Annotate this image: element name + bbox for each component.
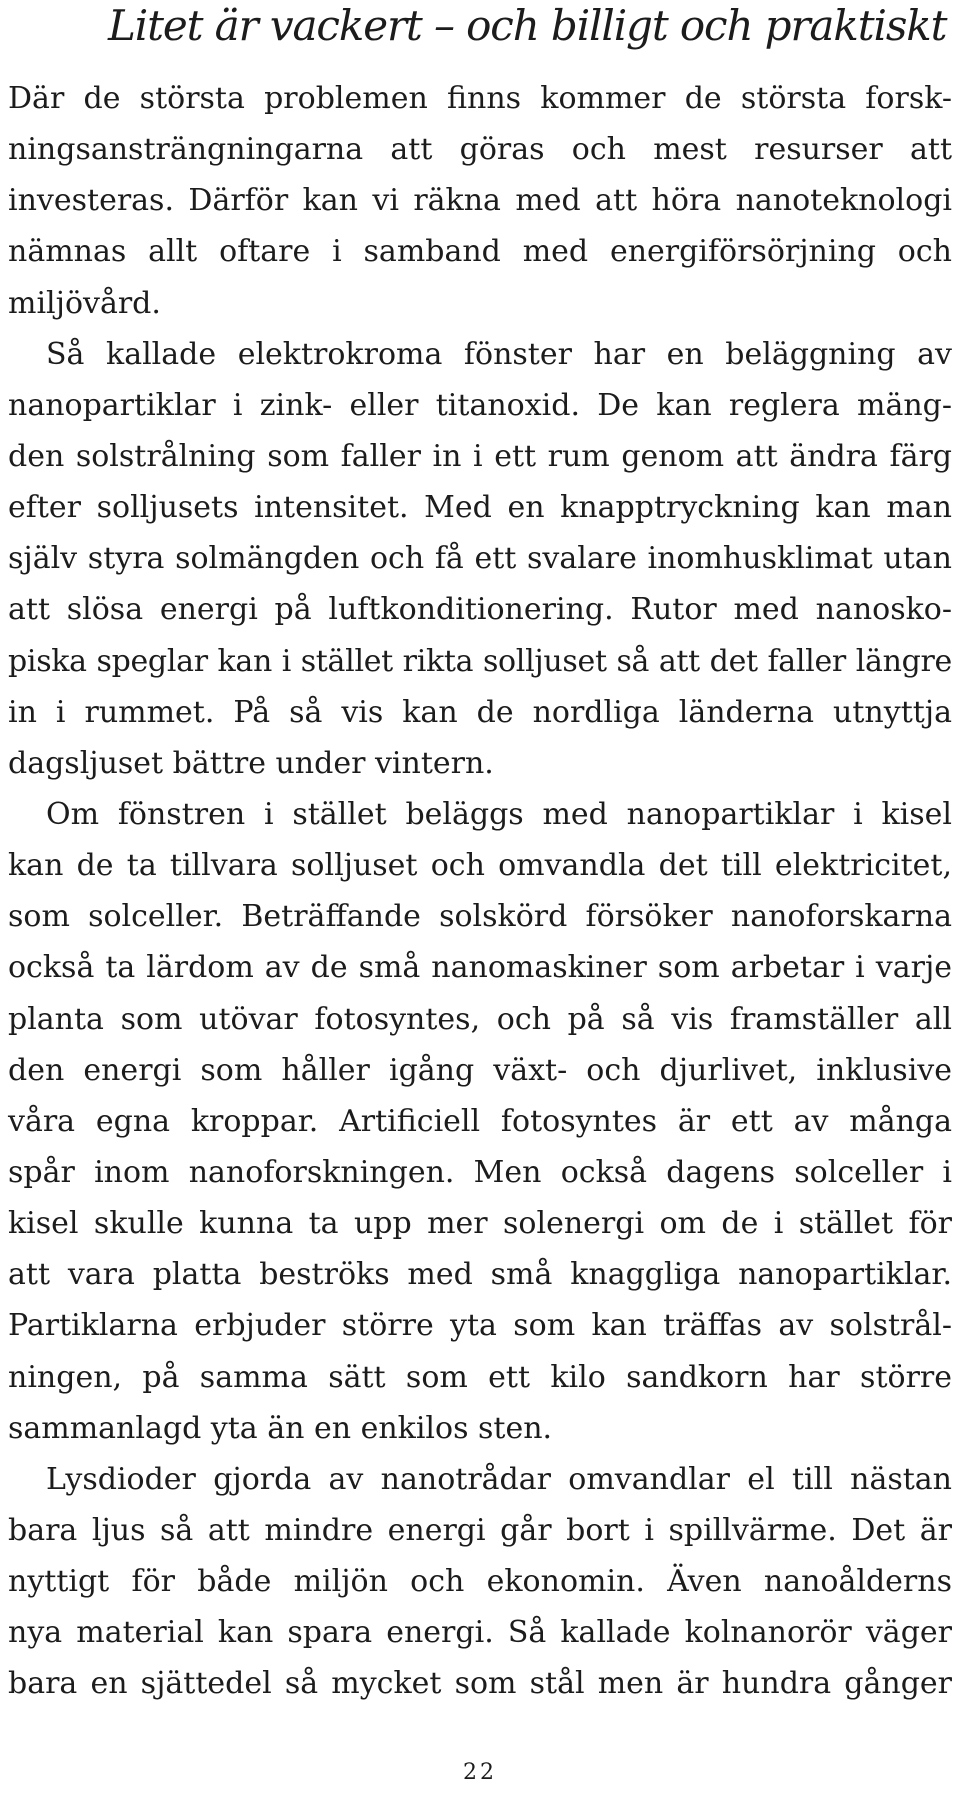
text-line: nanopartiklar i zink- eller titanoxid. De kan reglera mäng- xyxy=(8,387,952,423)
text-line: nya material kan spara energi. Så kallade kolnanorör väger xyxy=(8,1615,952,1651)
text-line: piska speglar kan i stället rikta solljuset så att det faller längre xyxy=(8,643,952,679)
text-line: Så kallade elektrokroma fönster har en beläggning av xyxy=(46,336,952,372)
text-line: att vara platta beströks med små knaggliga nanopartiklar. xyxy=(8,1257,952,1293)
text-line: våra egna kroppar. Artificiell fotosyntes är ett av många xyxy=(8,1103,952,1139)
text-line: själv styra solmängden och få ett svalare inomhusklimat utan xyxy=(8,541,952,577)
text-line: som solceller. Beträffande solskörd försöker nanoforskarna xyxy=(8,899,952,935)
text-line: spår inom nanoforskningen. Men också dagens solceller i xyxy=(8,1154,952,1190)
text-line: Om fönstren i stället beläggs med nanopartiklar i kisel xyxy=(46,796,952,832)
text-line: Lysdioder gjorda av nanotrådar omvandlar el till nästan xyxy=(46,1461,952,1497)
text-line: kan de ta tillvara solljuset och omvandla det till elektricitet, xyxy=(8,848,952,884)
text-line: miljövård. xyxy=(8,285,161,321)
text-line: investeras. Därför kan vi räkna med att höra nanoteknologi xyxy=(8,183,952,219)
text-line: sammanlagd yta än en enkilos sten. xyxy=(8,1410,553,1446)
text-line: nyttigt för både miljön och ekonomin. Även nanoålderns xyxy=(8,1564,952,1600)
text-line: planta som utövar fotosyntes, och på så vis framställer all xyxy=(8,1001,952,1037)
text-line: Partiklarna erbjuder större yta som kan träffas av solstrål- xyxy=(8,1308,952,1344)
text-line: ningsansträngningarna att göras och mest resurser att xyxy=(8,132,952,168)
text-line: att slösa energi på luftkonditionering. Rutor med nanosko- xyxy=(8,592,952,628)
text-line: dagsljuset bättre under vintern. xyxy=(8,745,494,781)
text-line: Där de största problemen finns kommer de största forsk- xyxy=(8,81,952,116)
text-line: nämnas allt oftare i samband med energiförsörjning och xyxy=(8,234,952,270)
text-line: också ta lärdom av de små nanomaskiner som arbetar i varje xyxy=(8,950,952,986)
section-heading: Litet är vackert – och billigt och praktiskt xyxy=(108,1,947,50)
text-line: den solstrålning som faller in i ett rum genom att ändra färg xyxy=(8,438,952,474)
text-line: den energi som håller igång växt- och djurlivet, inklusive xyxy=(8,1052,952,1088)
text-line: ningen, på samma sätt som ett kilo sandkorn har större xyxy=(8,1359,952,1395)
page-number: 22 xyxy=(463,1760,497,1785)
text-line: bara en sjättedel så mycket som stål men är hundra gånger xyxy=(8,1666,952,1702)
text-line: efter solljusets intensitet. Med en knapptryckning kan man xyxy=(8,490,952,526)
text-line: kisel skulle kunna ta upp mer solenergi om de i stället för xyxy=(8,1206,952,1242)
text-line: in i rummet. På så vis kan de nordliga länderna utnyttja xyxy=(8,694,952,730)
body-text xyxy=(8,76,952,1713)
text-line: bara ljus så att mindre energi går bort i spillvärme. Det är xyxy=(8,1512,952,1548)
